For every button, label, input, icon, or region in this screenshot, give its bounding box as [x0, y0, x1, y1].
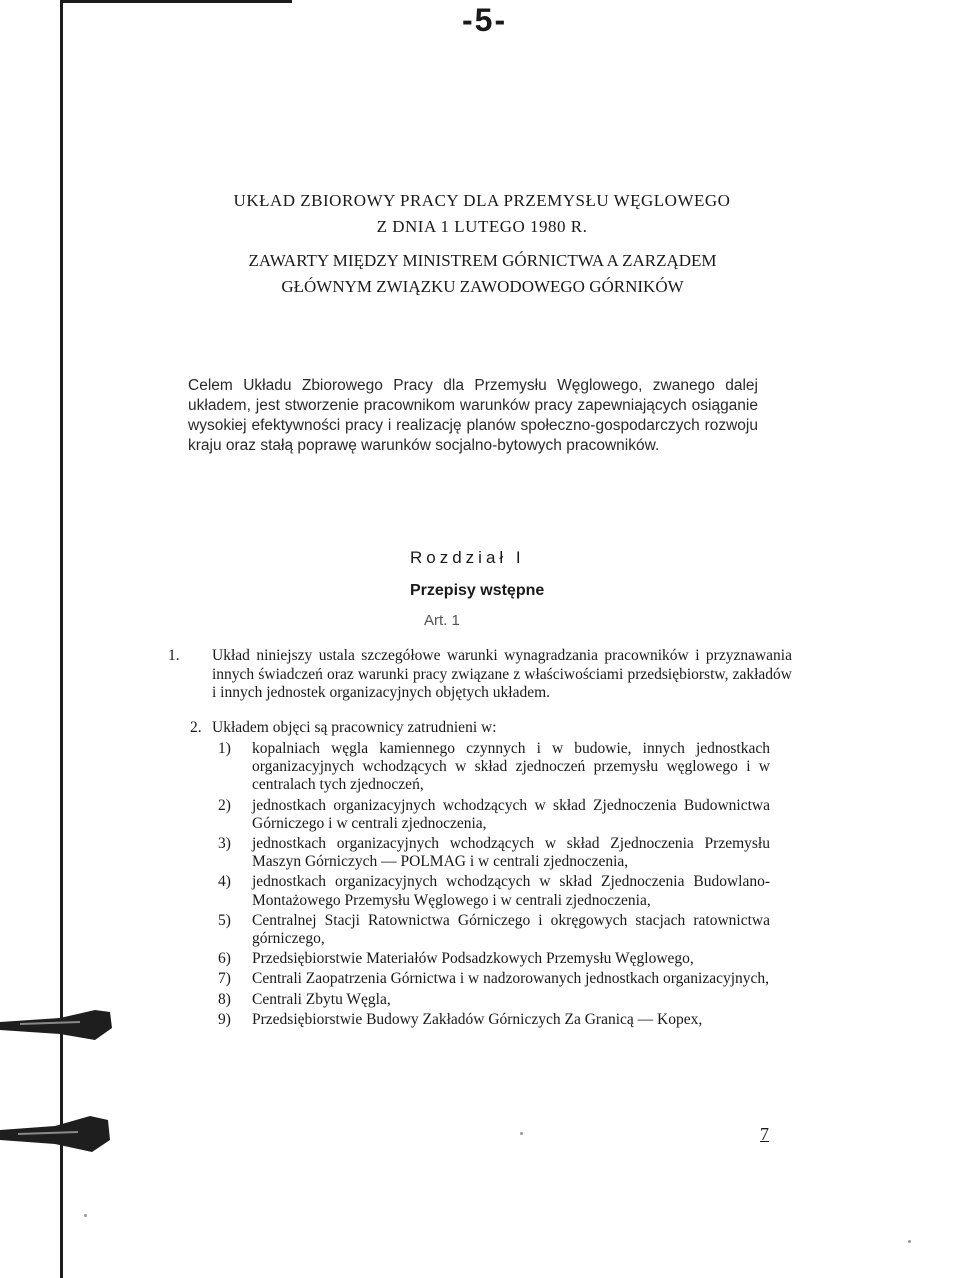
article-number: Art. 1 [424, 612, 460, 629]
list-item-number: 4) [218, 873, 231, 891]
list-item [218, 873, 770, 909]
subtitle-line-1: ZAWARTY MIĘDZY MINISTREM GÓRNICTWA A ZARZĄDEM [248, 251, 717, 270]
list-item [218, 797, 770, 833]
list-item-number: 6) [218, 950, 231, 968]
paragraph-number: 1. [168, 647, 180, 664]
list-item-number: 2) [218, 796, 231, 814]
paragraph-2 [190, 719, 770, 738]
list-item-number: 9) [218, 1010, 231, 1028]
scan-speck [84, 1214, 87, 1217]
list-item-text: kopalniach węgla kamiennego czynnych i w budowie, innych jednostkach organizacyjnych wchodzących w skład zjednoczeń przemysłu węglowego i w centralach tych zjednoczeń, [252, 740, 770, 794]
title-line-2: Z DNIA 1 LUTEGO 1980 R. [376, 217, 588, 236]
binder-edge [60, 0, 63, 1278]
document-subtitle [205, 248, 760, 300]
list-item-text: Centralnej Stacji Ratownictwa Górniczego i okręgowych stacjach ratownictwa górniczego, [252, 911, 770, 948]
list-item-text: Przedsiębiorstwie Budowy Zakładów Górniczych Za Granicą — Kopex, [252, 1010, 703, 1028]
list-item-text: Przedsiębiorstwie Materiałów Podsadzkowych Przemysłu Węglowego, [252, 950, 694, 968]
list-item-text: jednostkach organizacyjnych wchodzących w skład Zjednoczenia Przemysłu Maszyn Górniczych — POLMAG i w centrali zjednoczenia, [252, 835, 770, 871]
list-item-text: Centrali Zaopatrzenia Górnictwa i w nadzorowanych jednostkach organizacyjnych, [252, 970, 770, 988]
list-item-number: 7) [218, 970, 231, 988]
list-item-text: Centrali Zbytu Węgla, [252, 990, 391, 1008]
page-marker: -5- [462, 2, 508, 38]
list-item [218, 950, 770, 968]
paragraph-text: Układ niniejszy ustala szczegółowe warunki wynagradzania pracowników i przyznawania innych świadczeń oraz warunki pracy związane z właściwościami przedsiębiorstw, zakładów i innych jednostek organizacyjnych objętych układem. [212, 647, 792, 701]
list-item [218, 1011, 770, 1029]
document-title [207, 188, 757, 240]
list-item [218, 912, 770, 948]
employer-list [218, 740, 770, 1031]
list-item-number: 5) [218, 911, 231, 929]
list-item-text: jednostkach organizacyjnych wchodzących w skład Zjednoczenia Budowlano-Montażowego Przemysłu Węglowego i w centrali zjednoczenia, [252, 873, 770, 909]
list-item-number: 1) [218, 740, 231, 757]
list-item [218, 835, 770, 871]
list-item-number: 8) [218, 990, 231, 1008]
list-item-text: jednostkach organizacyjnych wchodzących w skład Zjednoczenia Budownictwa Górniczego i w centrali zjednoczenia, [252, 796, 770, 832]
title-line-1: UKŁAD ZBIOROWY PRACY DLA PRZEMYSŁU WĘGLOWEGO [233, 191, 731, 210]
subtitle-line-2: GŁÓWNYM ZWIĄZKU ZAWODOWEGO GÓRNIKÓW [281, 277, 684, 296]
paragraph-text: Układem objęci są pracownicy zatrudnieni w: [212, 719, 497, 736]
paragraph-number: 2. [190, 719, 202, 736]
list-item-number: 3) [218, 835, 231, 853]
intro-paragraph: Celem Układu Zbiorowego Pracy dla Przemysłu Węglowego, zwanego dalej układem, jest stworzenie pracownikom warunków pracy zapewniających osiąganie wysokiej efektywności pracy i realizację planów społeczno-gospodarczych rozwoju kraju oraz stałą poprawę warunków socjalno-bytowych pracowników. [188, 377, 758, 454]
list-item [218, 991, 770, 1009]
footer-page-number: 7 [760, 1124, 769, 1144]
chapter-subheading: Przepisy wstępne [410, 582, 545, 599]
scan-speck [908, 1240, 911, 1243]
paragraph-1 [168, 647, 792, 703]
scan-speck [520, 1132, 523, 1135]
chapter-heading: Rozdział I [410, 548, 525, 567]
list-item [218, 740, 770, 795]
binder-clip-icon [0, 1110, 120, 1160]
binder-top-edge [62, 0, 292, 3]
binder-clip-icon [0, 1000, 120, 1050]
list-item [218, 970, 770, 988]
